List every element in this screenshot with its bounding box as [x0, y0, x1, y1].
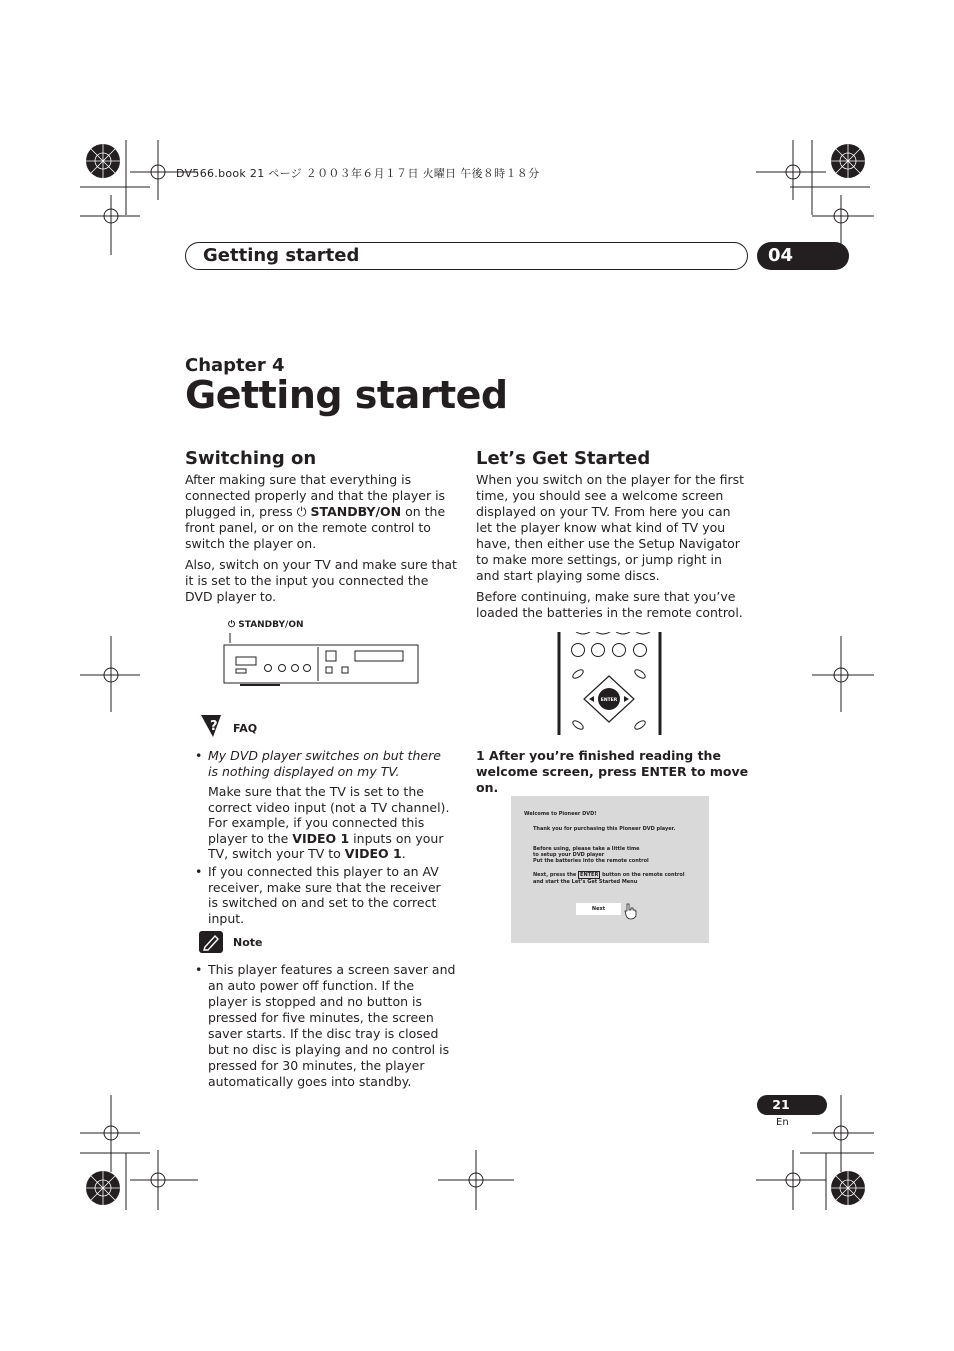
dvd-player-illustration: [220, 633, 422, 691]
bullet-icon: •: [195, 748, 203, 763]
pointer-hand-icon: [623, 902, 639, 920]
text: Make sure that the TV is set to the correct video input (not a TV channel). For example, if you connected this player to the: [208, 784, 450, 846]
text: button on the remote control: [600, 872, 685, 878]
chapter-title: Getting started: [185, 373, 508, 417]
switching-on-heading: Switching on: [185, 448, 317, 469]
svg-text:?: ?: [210, 719, 218, 734]
text: on the front panel, or on the remote control to switch the player on.: [185, 504, 446, 551]
figure-standby-text: STANDBY/ON: [238, 620, 304, 630]
screen-line-4: to setup your DVD player: [533, 852, 605, 858]
chapter-label: Chapter 4: [185, 355, 285, 376]
faq-item-2: [195, 864, 454, 926]
switching-on-paragraph-1: [185, 472, 457, 552]
note-item: [195, 962, 456, 1090]
bullet-icon: •: [195, 864, 203, 879]
power-icon: ⏻: [228, 620, 239, 630]
page-number-badge: 21: [757, 1095, 827, 1115]
video1-label: VIDEO 1: [292, 830, 350, 846]
note-icon: [199, 931, 223, 953]
note-text: This player features a screen saver and an auto power off function. If the player is stopped and no button is pressed for five minutes, the screen saver starts. If the disc tray is closed but no disc is playing and no control is pressed for 30 minutes, the player automatically goes into standby.: [208, 962, 456, 1089]
language-code: En: [776, 1117, 789, 1128]
screen-thank-you: Thank you for purchasing this Pioneer DVD player.: [533, 826, 676, 832]
faq-item-1: [195, 748, 454, 862]
text: .: [401, 846, 406, 861]
screen-line-7: and start the Let’s Get Started Menu: [533, 879, 638, 885]
text: inputs on your TV, switch your TV to: [208, 830, 444, 861]
screen-line-3: Before using, please take a little time: [533, 846, 640, 852]
note-label: Note: [233, 936, 263, 949]
remote-control-illustration: [556, 632, 664, 736]
screen-line-5: Put the batteries into the remote control: [533, 858, 649, 864]
faq-answer-1: [208, 784, 454, 862]
faq-label: FAQ: [233, 722, 258, 735]
lets-get-started-heading: Let’s Get Started: [476, 448, 651, 469]
text: After making sure that everything is connected properly and that the player is plugged in, press: [185, 472, 446, 519]
header-title: Getting started: [203, 245, 360, 266]
switching-on-body: [185, 472, 457, 610]
faq-question-2: If you connected this player to an AV receiver, make sure that the receiver is switched on and set to the correct input.: [208, 864, 441, 926]
lets-get-started-paragraph-1: When you switch on the player for the first time, you should see a welcome screen displayed on your TV. From here you can let the player know what kind of TV you have, then either use the Setup Navigator to make more settings, or jump right in and start playing some discs.: [476, 472, 745, 583]
remote-enter-label: ENTER: [600, 698, 618, 703]
switching-on-paragraph-2: Also, switch on your TV and make sure that it is set to the input you connected the DVD player to.: [185, 557, 457, 604]
faq-question-1: My DVD player switches on but there is nothing displayed on my TV.: [208, 748, 441, 779]
step-1-instruction: 1 After you’re finished reading the welcome screen, press ENTER to move on.: [476, 748, 749, 795]
video1-label: VIDEO 1: [344, 846, 402, 861]
screen-line-6: [533, 872, 685, 878]
text: Next, press the: [533, 872, 579, 878]
welcome-screen-illustration: [511, 796, 709, 943]
bullet-icon: •: [195, 962, 203, 977]
book-info: DV566.book 21 ページ ２００３年６月１７日 火曜日 午後８時１８分: [176, 167, 540, 180]
lets-get-started-body: [476, 472, 746, 626]
chapter-number-badge: 04: [757, 242, 849, 270]
screen-enter-box: ENTER: [580, 872, 599, 878]
lets-get-started-paragraph-2: Before continuing, make sure that you’ve loaded the batteries in the remote control.: [476, 589, 743, 620]
power-icon: ⏻: [296, 504, 311, 519]
standby-on-label: STANDBY/ON: [310, 504, 402, 519]
screen-welcome-title: Welcome to Pioneer DVD!: [524, 811, 597, 817]
figure-standby-label: [228, 620, 304, 630]
faq-icon: [199, 713, 227, 739]
screen-next-button: Next: [576, 903, 621, 915]
